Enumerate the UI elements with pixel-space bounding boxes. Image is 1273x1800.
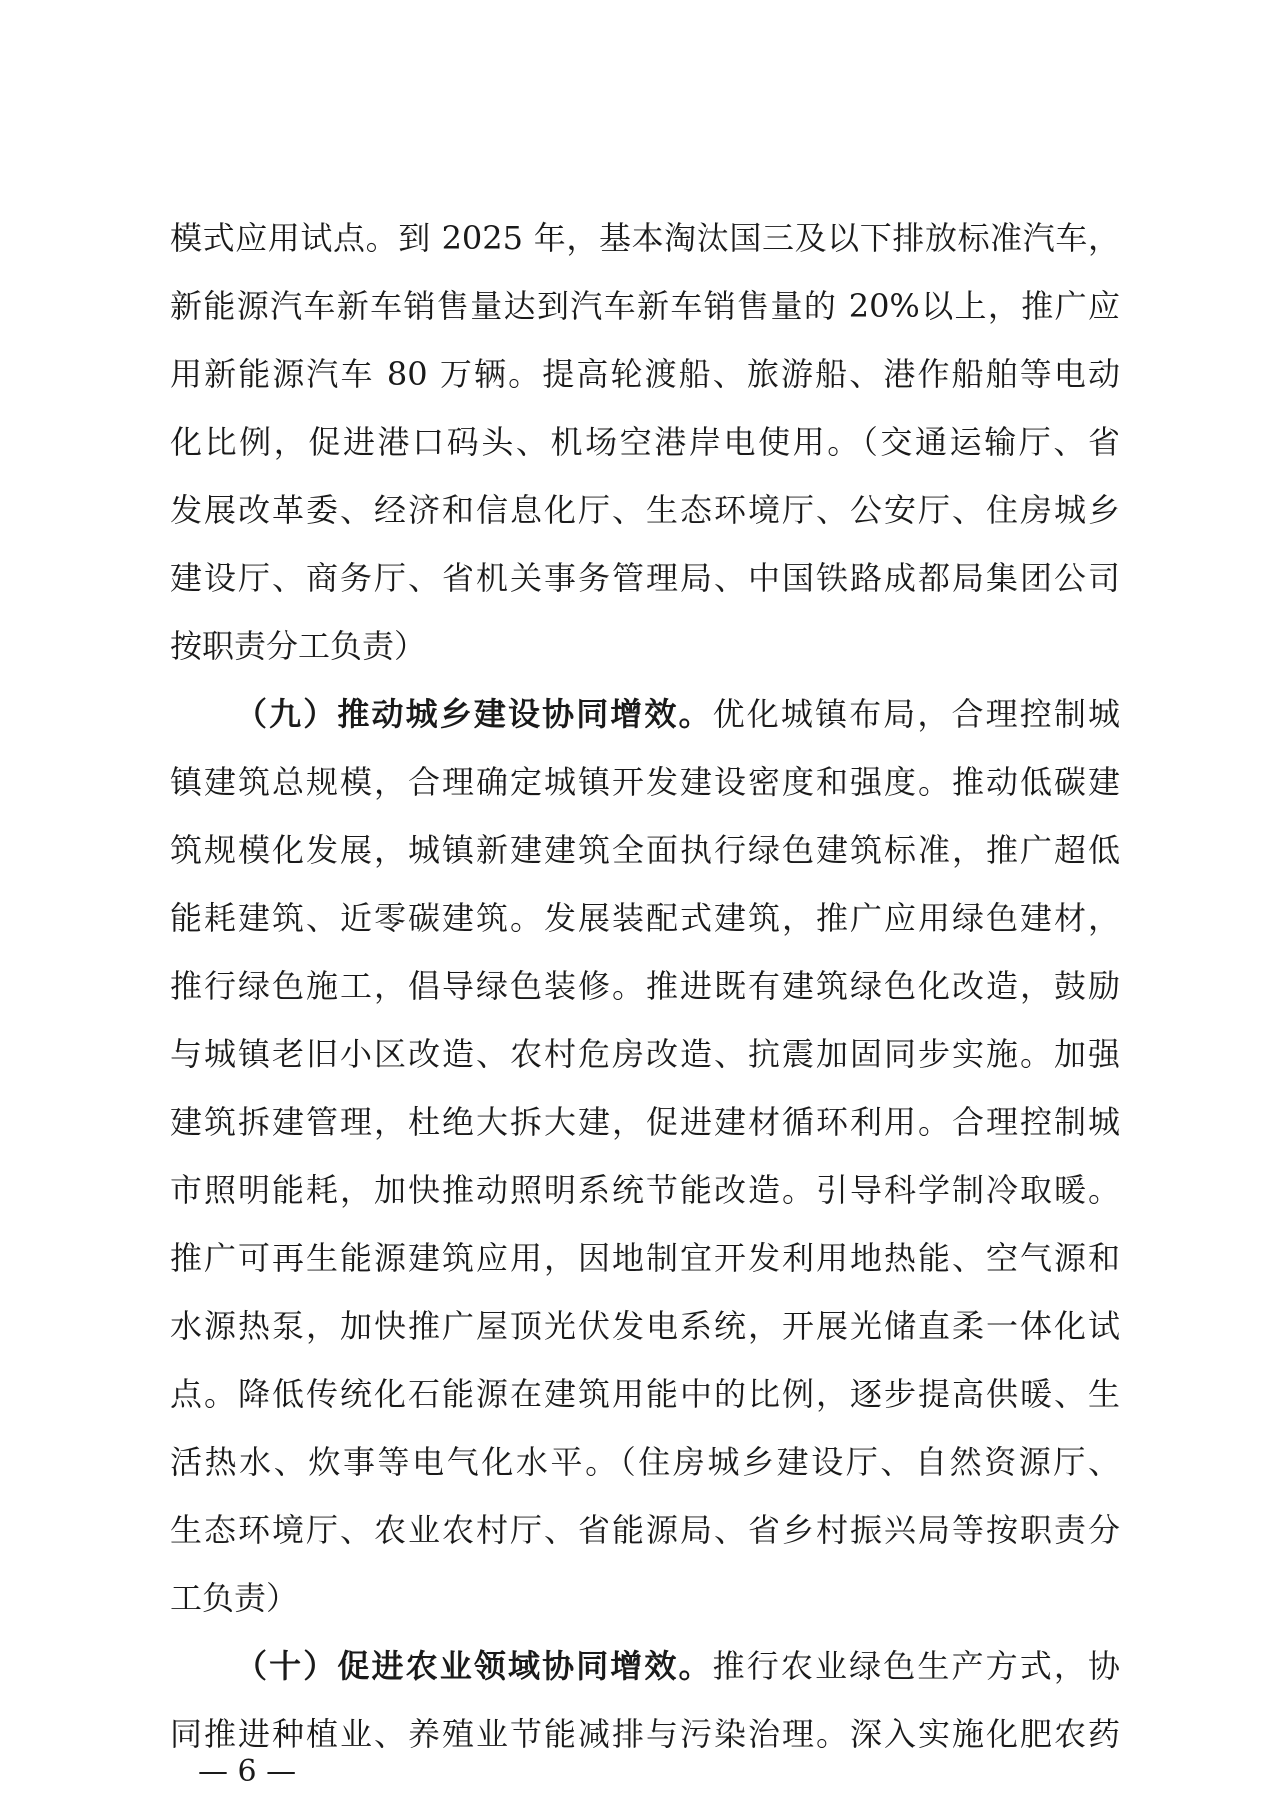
text-line: 市照明能耗，加快推动照明系统节能改造。引导科学制冷取暖。 [170,1171,1120,1209]
text-line: 推行绿色施工，倡导绿色装修。推进既有建筑绿色化改造，鼓励 [170,967,1120,1005]
text-line: 用新能源汽车 80 万辆。提高轮渡船、旅游船、港作船舶等电动 [170,355,1120,393]
text-line: 推广可再生能源建筑应用，因地制宜开发利用地热能、空气源和 [170,1239,1120,1277]
text-line: 活热水、炊事等电气化水平。（住房城乡建设厅、自然资源厅、 [170,1443,1120,1481]
text-line: 按职责分工负责） [170,627,427,665]
section-heading-ten: （十）促进农业领域协同增效。 [235,1647,713,1685]
text-line: 化比例，促进港口码头、机场空港岸电使用。（交通运输厅、省 [170,423,1120,461]
text-line: 建设厅、商务厅、省机关事务管理局、中国铁路成都局集团公司 [170,559,1120,597]
text-line: 发展改革委、经济和信息化厅、生态环境厅、公安厅、住房城乡 [170,491,1120,529]
section-ten-lead-text: 推行农业绿色生产方式，协 [712,1647,1120,1685]
page-number: — 6 — [198,1754,297,1789]
text-line: 建筑拆建管理，杜绝大拆大建，促进建材循环利用。合理控制城 [170,1103,1120,1141]
text-line: 筑规模化发展，城镇新建建筑全面执行绿色建筑标准，推广超低 [170,831,1120,869]
text-line: 同推进种植业、养殖业节能减排与污染治理。深入实施化肥农药 [170,1715,1120,1753]
section-heading-nine: （九）推动城乡建设协同增效。 [235,695,713,733]
text-line: 模式应用试点。到 2025 年，基本淘汰国三及以下排放标准汽车， [170,219,1120,257]
text-line: 与城镇老旧小区改造、农村危房改造、抗震加固同步实施。加强 [170,1035,1120,1073]
text-line: 生态环境厅、农业农村厅、省能源局、省乡村振兴局等按职责分 [170,1511,1120,1549]
section-nine-first-line [235,694,1120,734]
text-line: 镇建筑总规模，合理确定城镇开发建设密度和强度。推动低碳建 [170,763,1120,801]
section-ten-first-line [235,1646,1120,1686]
text-line: 水源热泵，加快推广屋顶光伏发电系统，开展光储直柔一体化试 [170,1307,1120,1345]
section-nine-lead-text: 优化城镇布局，合理控制城 [712,695,1120,733]
text-line: 工负责） [170,1579,299,1617]
text-line: 新能源汽车新车销售量达到汽车新车销售量的 20%以上，推广应 [170,287,1120,325]
text-line: 能耗建筑、近零碳建筑。发展装配式建筑，推广应用绿色建材， [170,899,1120,937]
text-line: 点。降低传统化石能源在建筑用能中的比例，逐步提高供暖、生 [170,1375,1120,1413]
